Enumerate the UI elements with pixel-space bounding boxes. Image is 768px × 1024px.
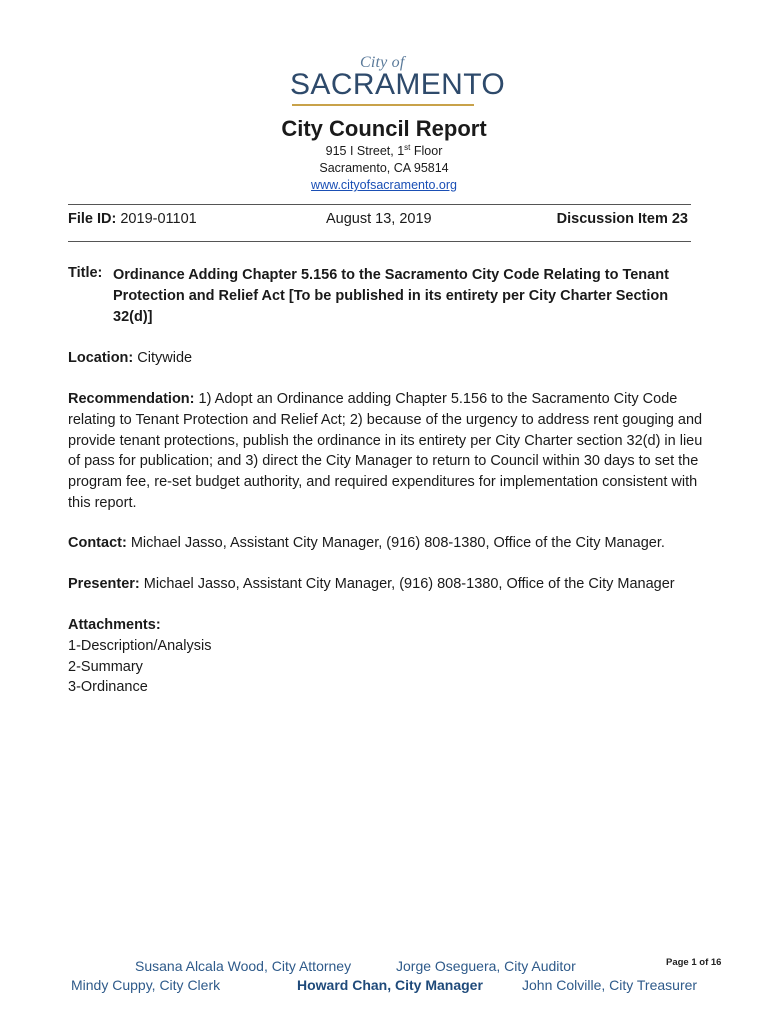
title-label: Title:	[68, 265, 103, 281]
footer-attorney: Susana Alcala Wood, City Attorney	[135, 958, 352, 974]
footer-treasurer: John Colville, City Treasurer	[522, 977, 698, 993]
attachments-label: Attachments:	[68, 617, 161, 633]
city-logo	[276, 40, 506, 108]
city-line: Sacramento, CA 95814	[319, 161, 449, 175]
footer-manager: Howard Chan, City Manager	[297, 977, 483, 993]
attachments-section	[68, 615, 708, 698]
logo-sacramento: SACRAMENTO	[290, 68, 506, 101]
page-title: City Council Report	[281, 116, 487, 141]
logo-city-of: City of	[360, 54, 405, 71]
file-id: File ID: 2019-01101	[68, 211, 197, 227]
discussion-item: Discussion Item 23	[556, 211, 688, 227]
contact-section: Contact: Michael Jasso, Assistant City Manager, (916) 808-1380, Office of the City Manager.	[68, 535, 665, 551]
page-number: Page 1 of 16	[666, 957, 722, 968]
recommendation-section: Recommendation: 1) Adopt an Ordinance adding Chapter 5.156 to the Sacramento City Code relating to Tenant Protection and Relief Act; 2) because of the urgency to address rent gouging and provide tenant protections, publish the ordinance in its entirety per City Charter section 32(d) in lieu of pass for publication; and 3) direct the City Manager to return to Council within 30 days to set the program fee, re-set budget authority, and required expenditures for implementation consistent with this report.	[68, 391, 703, 511]
presenter-section: Presenter: Michael Jasso, Assistant City Manager, (916) 808-1380, Office of the City Manager	[68, 576, 675, 592]
location-section: Location: Citywide	[68, 350, 193, 366]
footer-clerk: Mindy Cuppy, City Clerk	[71, 977, 221, 993]
address-line: 915 I Street, 1st Floor	[325, 143, 443, 159]
divider-bottom	[68, 241, 691, 242]
website-link-wrap	[0, 178, 768, 192]
attachment-item: 3-Ordinance	[68, 679, 148, 696]
footer-auditor: Jorge Oseguera, City Auditor	[396, 958, 576, 974]
attachment-item: 1-Description/Analysis	[68, 637, 212, 654]
divider-top	[68, 204, 691, 205]
report-date: August 13, 2019	[326, 211, 432, 227]
attachment-item: 2-Summary	[68, 658, 143, 675]
title-text: Ordinance Adding Chapter 5.156 to the Sacramento City Code Relating to Tenant Protection and Relief Act [To be published in its entirety per City Charter Section 32(d)]	[113, 267, 669, 325]
website-link[interactable]: www.cityofsacramento.org	[311, 178, 457, 192]
logo-underline	[292, 104, 474, 106]
